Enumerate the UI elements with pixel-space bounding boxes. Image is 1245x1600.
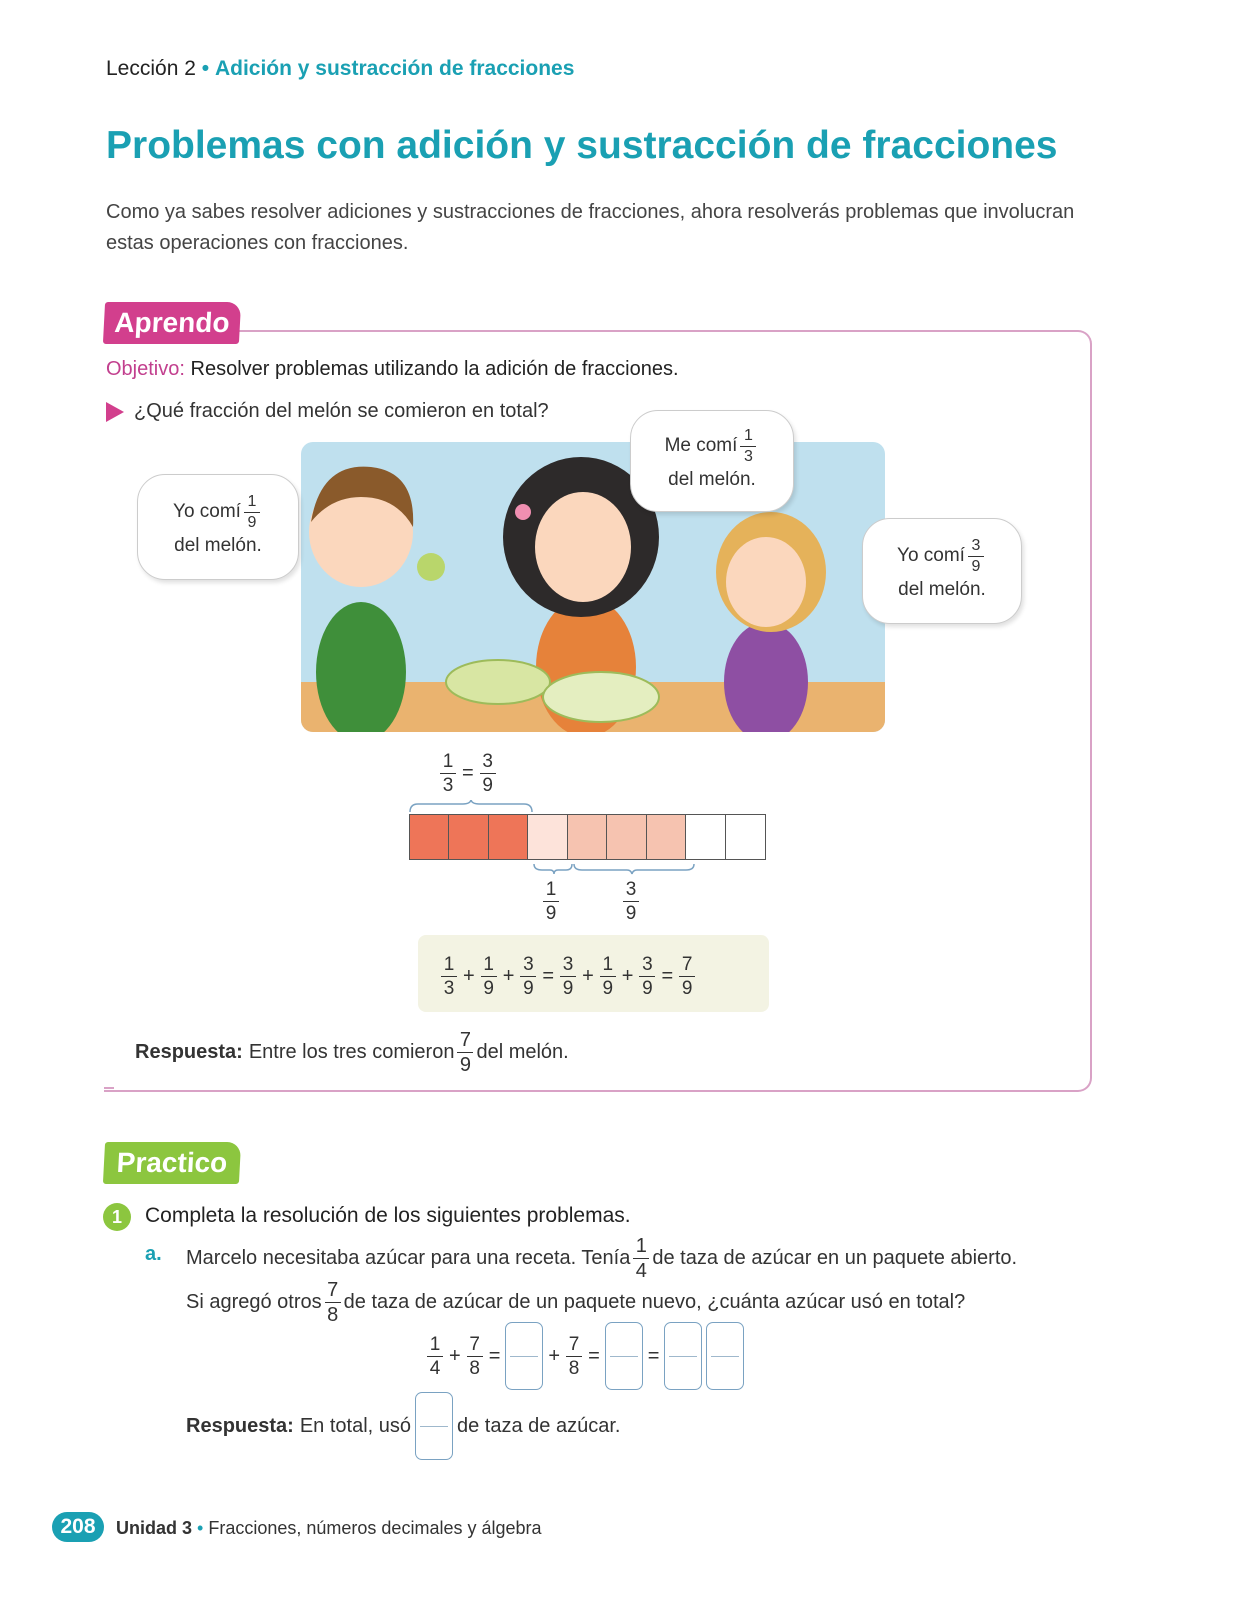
- answer-box[interactable]: [605, 1322, 643, 1390]
- objective: [106, 358, 679, 381]
- label-one-ninth: [540, 880, 562, 923]
- plus-sign: +: [502, 965, 515, 987]
- plus-sign: +: [449, 1344, 461, 1367]
- frac-num: 1: [442, 751, 454, 772]
- frac-den: 9: [679, 976, 695, 998]
- objective-label: Objetivo:: [106, 358, 185, 380]
- frac-num: 1: [443, 954, 455, 975]
- page-number: 208: [52, 1512, 104, 1542]
- answer-label: Respuesta:: [186, 1414, 294, 1437]
- frac-den: 3: [441, 976, 457, 998]
- plus-sign: +: [621, 965, 634, 987]
- equals-sign: =: [542, 965, 555, 987]
- frac-den: 9: [481, 976, 497, 998]
- frac-den: 8: [467, 1356, 483, 1378]
- frac-num: 3: [625, 879, 637, 900]
- frac-den: 9: [480, 773, 496, 795]
- equals-sign: =: [647, 1344, 660, 1367]
- label-three-ninths: [620, 880, 642, 923]
- girl-face: [535, 492, 631, 602]
- frac-num: 1: [483, 954, 494, 975]
- footer-bullet: •: [197, 1518, 204, 1538]
- answer-text: del melón.: [476, 1041, 569, 1063]
- exercise-number: 1: [103, 1203, 131, 1231]
- equivalence-label: [437, 752, 499, 795]
- unit-label: Unidad 3: [116, 1518, 193, 1538]
- sum-fraction: [679, 955, 695, 998]
- frac-den: 9: [968, 556, 984, 575]
- frac-num: 1: [545, 879, 557, 900]
- frac-num: 3: [523, 954, 534, 975]
- speech-bubble-boy: [137, 474, 299, 580]
- frac-den: 9: [520, 976, 536, 998]
- frac-num: 3: [562, 954, 574, 975]
- item-letter: a.: [145, 1243, 162, 1265]
- page-title: Problemas con adición y sustracción de fracciones: [106, 124, 1058, 167]
- question-text: ¿Qué fracción del melón se comieron en total?: [134, 400, 549, 422]
- unit-title: Fracciones, números decimales y álgebra: [208, 1518, 542, 1538]
- girl-flower: [515, 504, 531, 520]
- frac-den: 9: [457, 1052, 473, 1075]
- plus-sign: +: [548, 1344, 561, 1367]
- strip-cell-2: [448, 814, 489, 860]
- girl2-face: [726, 537, 806, 627]
- plus-sign: +: [582, 965, 594, 987]
- sum-fraction: [481, 955, 497, 998]
- frac-den: 3: [440, 773, 456, 795]
- sum-fraction: [520, 955, 536, 998]
- illustration-svg: [301, 442, 885, 732]
- frac-num: 1: [247, 492, 257, 510]
- frac-den: 3: [740, 446, 756, 465]
- frac-num: 1: [429, 1333, 441, 1355]
- frac-den: 9: [600, 976, 616, 998]
- frac-num: 7: [469, 1333, 480, 1355]
- strip-cell-6: [606, 814, 647, 860]
- footer-unit: [116, 1518, 542, 1539]
- bubble-text: del melón.: [174, 534, 262, 556]
- lesson-header: [106, 57, 574, 81]
- frac-den: 9: [639, 976, 655, 998]
- answer-text: de taza de azúcar.: [457, 1414, 621, 1437]
- brace-top: [408, 800, 534, 814]
- bubble-text: Yo comí: [173, 501, 241, 522]
- sum-equation: [438, 955, 698, 998]
- frac-num: 3: [971, 536, 981, 554]
- fraction-strip: [410, 814, 766, 860]
- frac-den: 9: [244, 512, 260, 531]
- bowl-right: [543, 672, 659, 722]
- speech-bubble-girl: [630, 410, 794, 512]
- intro-paragraph: Como ya sabes resolver adiciones y sustracciones de fracciones, ahora resolverás problemas que involucran estas operaciones con fracciones.: [106, 201, 1075, 254]
- frac-num: 3: [482, 751, 493, 772]
- header-bullet: •: [201, 57, 210, 80]
- equals-sign: =: [462, 762, 474, 784]
- problem-text: Si agregó otros: [186, 1291, 322, 1313]
- strip-cell-8: [685, 814, 726, 860]
- bubble-text: Me comí: [664, 435, 738, 456]
- answer-text: Entre los tres comieron: [248, 1041, 455, 1063]
- answer-box[interactable]: [415, 1392, 453, 1460]
- problem-line-2: [186, 1280, 965, 1325]
- strip-cell-1: [409, 814, 450, 860]
- problem-line-1: [186, 1236, 1017, 1281]
- frac-den: 9: [623, 901, 639, 923]
- children-eating-melon-illustration: [301, 442, 885, 732]
- practico-tag: Practico: [103, 1142, 241, 1184]
- exercise-instruction: Completa la resolución de los siguientes problemas.: [145, 1204, 631, 1227]
- speech-bubble-girl2: [862, 518, 1022, 624]
- strip-cell-9: [725, 814, 766, 860]
- bubble-text: del melón.: [668, 468, 756, 490]
- equals-sign: =: [588, 1344, 600, 1367]
- melon-piece: [417, 553, 445, 581]
- frac-num: 3: [642, 954, 653, 975]
- strip-cell-4: [527, 814, 568, 860]
- frac-den: 9: [543, 901, 559, 923]
- sum-fraction: [441, 955, 457, 998]
- answer-box[interactable]: [505, 1322, 543, 1390]
- plus-sign: +: [463, 965, 475, 987]
- sum-fraction: [600, 955, 616, 998]
- play-triangle-icon: [106, 402, 124, 422]
- practice-equation: [424, 1322, 746, 1390]
- strip-cell-7: [646, 814, 687, 860]
- frac-den: 8: [566, 1356, 582, 1378]
- boy-body: [316, 602, 406, 732]
- bubble-text: del melón.: [898, 578, 986, 600]
- sum-fraction: [639, 955, 655, 998]
- equals-sign: =: [661, 965, 674, 987]
- frac-num: 1: [602, 954, 614, 975]
- frac-num: 7: [327, 1279, 339, 1301]
- frac-den: 9: [560, 976, 576, 998]
- lesson-topic: Adición y sustracción de fracciones: [214, 57, 575, 80]
- aprendo-frame-bottom-line: [104, 1086, 114, 1090]
- frac-num: 7: [681, 954, 693, 975]
- objective-text: Resolver problemas utilizando la adición de fracciones.: [190, 358, 679, 380]
- girl2-body: [724, 622, 808, 732]
- frac-num: 1: [743, 426, 753, 444]
- answer-label: Respuesta:: [135, 1041, 243, 1063]
- answer-box-whole[interactable]: [664, 1322, 702, 1390]
- answer-aprendo: [135, 1030, 569, 1075]
- frac-den: 8: [325, 1302, 341, 1325]
- problem-text: Marcelo necesitaba azúcar para una receta. Tenía: [186, 1247, 631, 1269]
- bubble-text: Yo comí: [897, 545, 965, 566]
- frac-den: 4: [427, 1356, 443, 1378]
- strip-cell-3: [488, 814, 529, 860]
- equals-sign: =: [488, 1344, 501, 1367]
- frac-num: 7: [568, 1333, 580, 1355]
- lesson-number: Lección 2: [106, 57, 196, 80]
- problem-text: de taza de azúcar de un paquete nuevo, ¿cuánta azúcar usó en total?: [343, 1291, 966, 1313]
- frac-num: 1: [635, 1235, 647, 1257]
- problem-text: de taza de azúcar en un paquete abierto.: [652, 1247, 1018, 1269]
- strip-cell-5: [567, 814, 608, 860]
- answer-text: En total, usó: [299, 1414, 411, 1437]
- frac-den: 4: [633, 1258, 649, 1281]
- brace-bottom: [532, 862, 698, 876]
- frac-num: 7: [459, 1029, 472, 1051]
- practice-answer: [186, 1392, 620, 1460]
- question: [106, 400, 549, 423]
- sum-fraction: [560, 955, 576, 998]
- bowl-left: [446, 660, 550, 704]
- aprendo-tag: Aprendo: [103, 302, 241, 344]
- answer-box-fraction[interactable]: [706, 1322, 744, 1390]
